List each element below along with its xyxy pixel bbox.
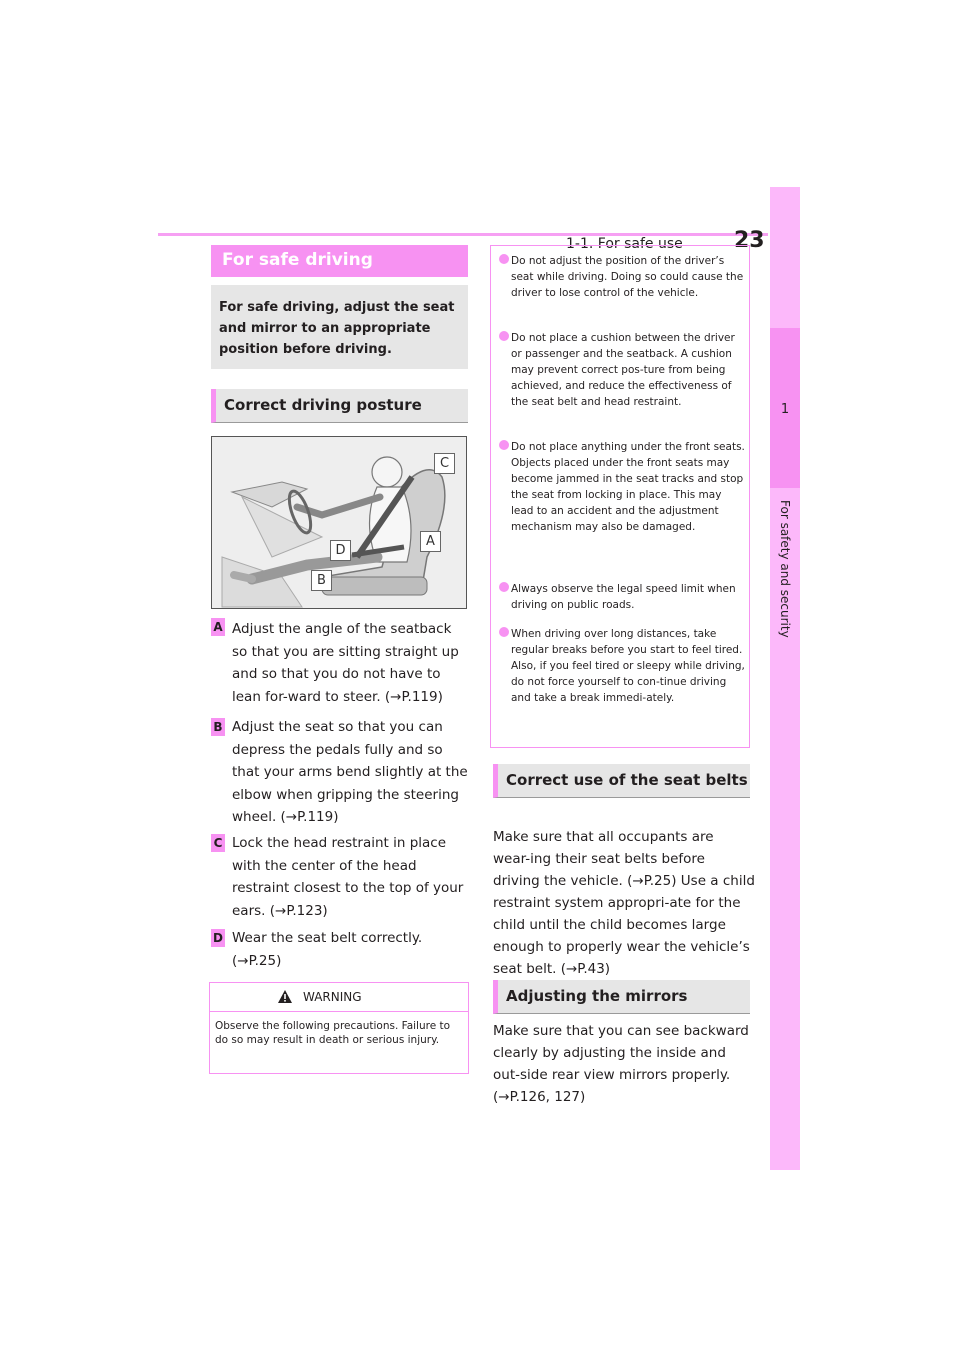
item-c-text: Lock the head restraint in place with the center of the head restraint closest to the top of your ears. (→P.123) (232, 835, 464, 919)
mirrors-title: Adjusting the mirrors (506, 987, 688, 1005)
item-marker-d: D (211, 929, 225, 947)
warning-header (210, 983, 468, 1012)
item-marker-b: B (211, 718, 225, 736)
figure-label-b: B (311, 570, 332, 591)
section-title-bar (211, 245, 468, 277)
section-title: For safe driving (222, 250, 373, 270)
driving-posture-figure (211, 436, 467, 609)
page-number: 23 (734, 228, 765, 253)
subsection-bar-mirrors (493, 980, 750, 1014)
subsection-title: Correct driving posture (224, 396, 422, 414)
bullet-dot-icon (499, 627, 509, 637)
warning-title: WARNING (303, 990, 362, 1004)
item-b-text: Adjust the seat so that you can depress the pedals fully and so that your arms bend slightly at the elbow when gripping the steering wheel. (→P.119) (232, 719, 468, 825)
warning-body: Observe the following precautions. Failure to do so may result in death or serious injury. (215, 1020, 451, 1046)
item-marker-c: C (211, 834, 225, 852)
seatbelts-title: Correct use of the seat belts (506, 771, 748, 789)
warning-triangle-icon (278, 990, 292, 1003)
warning-box (209, 982, 469, 1074)
subsection-bar-posture (211, 389, 468, 423)
driver-illustration (212, 437, 467, 609)
bullet-text: When driving over long distances, take regular breaks before you start to feel tired. Also, if you feel tired or sleepy while driving, do not force yourself to con-tinue driving and take a break immedi-ately. (511, 628, 745, 704)
subsection-bar-seatbelts (493, 764, 750, 798)
chapter-number: 1 (780, 402, 790, 417)
mirrors-paragraph: Make sure that you can see backward clearly by adjusting the inside and out-side rear view mirrors properly. (→P.126, 127) (493, 1023, 749, 1105)
bullet-text: Always observe the legal speed limit when driving on public roads. (511, 583, 736, 611)
item-marker-a: A (211, 618, 225, 636)
chapter-label: For safety and security (778, 500, 792, 638)
bullet-dot-icon (499, 331, 509, 341)
figure-label-a: A (420, 531, 441, 552)
warning-continued-box (490, 245, 750, 748)
seatbelts-paragraph: Make sure that all occupants are wear-ing their seat belts before driving the vehicle. (→P.25) Use a child restraint system appropri-ate for the child until the child becomes large enough to properly wear the vehicle’s seat belt. (→P.43) (493, 829, 755, 977)
bullet-text: Do not place anything under the front seats. Objects placed under the front seats may become jammed in the seat tracks and stop the seat from locking in place. This may lead to an accident and the adjustment mechanism may also be damaged. (511, 441, 745, 533)
figure-label-d: D (330, 540, 351, 561)
bullet-text: Do not adjust the position of the driver’s seat while driving. Doing so could cause the driver to lose control of the vehicle. (511, 255, 744, 299)
item-d-text: Wear the seat belt correctly. (→P.25) (232, 930, 423, 969)
running-header: 1-1. For safe use (566, 236, 683, 252)
bullet-text: Do not place a cushion between the driver or passenger and the seatback. A cushion may prevent correct pos-ture from being achieved, and reduce the effectiveness of the seat belt and head restraint. (511, 332, 735, 408)
intro-box: For safe driving, adjust the seat and mirror to an appropriate position before driving. (211, 285, 468, 369)
figure-label-c: C (434, 453, 455, 474)
bullet-dot-icon (499, 440, 509, 450)
item-a-text: Adjust the angle of the seatback so that you are sitting straight up and so that you do not have to lean for-ward to steer. (→P.119) (232, 621, 459, 705)
bullet-dot-icon (499, 582, 509, 592)
bullet-dot-icon (499, 254, 509, 264)
